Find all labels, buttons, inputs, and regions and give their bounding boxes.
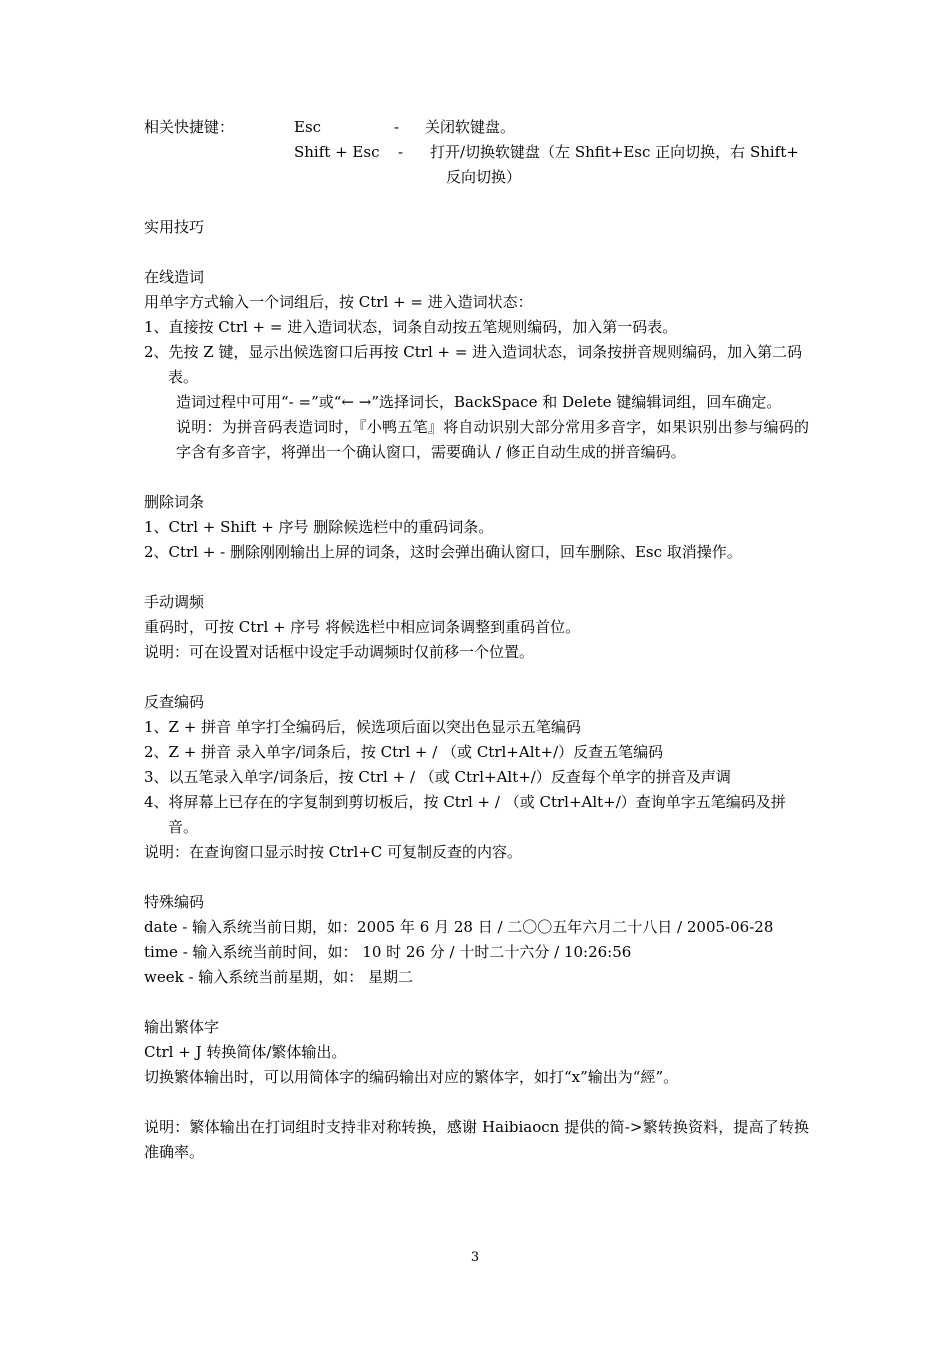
list-item: 2、Ctrl + - 删除刚刚输出上屏的词条，这时会弹出确认窗口，回车删除、Esc 取消操作。 xyxy=(144,543,742,561)
tips-title: 实用技巧 xyxy=(144,218,205,236)
paragraph-note: 说明：可在设置对话框中设定手动调频时仅前移一个位置。 xyxy=(144,643,535,661)
paragraph-note: 说明：为拼音码表造词时，『小鸭五笔』将自动识别大部分常用多音字，如果识别出参与编码的字含有多音字，将弹出一个确认窗口，需要确认 / 修正自动生成的拼音编码。 xyxy=(176,418,809,461)
list-item: 1、Ctrl + Shift + 序号 删除候选栏中的重码词条。 xyxy=(144,518,494,536)
page-number: 3 xyxy=(470,1250,480,1265)
list-item: 4、将屏幕上已存在的字复制到剪切板后，按 Ctrl + / （或 Ctrl+Alt+/）查询单字五笔编码及拼音。 xyxy=(144,793,786,836)
section-title-online: 在线造词 xyxy=(144,268,205,286)
shortcut-desc-continued: 反向切换） xyxy=(446,168,522,186)
list-item: 2、先按 Z 键，显示出候选窗口后再按 Ctrl + = 进入造词状态，词条按拼音规则编码，加入第二码表。 xyxy=(144,343,803,386)
paragraph-note: 说明：在查询窗口显示时按 Ctrl+C 可复制反查的内容。 xyxy=(144,843,523,861)
shortcut-dash: - xyxy=(398,143,404,161)
list-item: 1、Z + 拼音 单字打全编码后，候选项后面以突出色显示五笔编码 xyxy=(144,718,581,736)
section-title-reverse: 反查编码 xyxy=(144,693,205,711)
section-title-special: 特殊编码 xyxy=(144,893,205,911)
shortcut-dash: - xyxy=(394,118,400,136)
list-item: 1、直接按 Ctrl + = 进入造词状态，词条自动按五笔规则编码，加入第一码表。 xyxy=(144,318,678,336)
shortcut-desc: 关闭软键盘。 xyxy=(425,118,516,136)
code-line-time: time - 输入系统当前时间，如： 10 时 26 分 / 十时二十六分 / 10:26:56 xyxy=(144,943,632,961)
paragraph-note: 说明：繁体输出在打词组时支持非对称转换，感谢 Haibiaocn 提供的简->繁转换资料，提高了转换准确率。 xyxy=(144,1118,809,1161)
page-content xyxy=(144,115,809,1165)
code-line-week: week - 输入系统当前星期，如： 星期二 xyxy=(144,968,414,986)
section-title-delete: 删除词条 xyxy=(144,493,205,511)
list-item: 3、以五笔录入单字/词条后，按 Ctrl + / （或 Ctrl+Alt+/）反查每个单字的拼音及声调 xyxy=(144,768,731,786)
section-title-trad: 输出繁体字 xyxy=(144,1018,220,1036)
paragraph: 重码时，可按 Ctrl + 序号 将候选栏中相应词条调整到重码首位。 xyxy=(144,618,581,636)
shortcut-row-esc xyxy=(144,115,809,140)
shortcut-row-shift-esc xyxy=(144,140,809,165)
section-title-freq: 手动调频 xyxy=(144,593,205,611)
paragraph: 造词过程中可用“- =”或“← →”选择词长，BackSpace 和 Delete 键编辑词组，回车确定。 xyxy=(176,393,782,411)
shortcut-key: Shift + Esc xyxy=(294,143,380,161)
list-item: 2、Z + 拼音 录入单字/词条后，按 Ctrl + / （或 Ctrl+Alt+/）反查五笔编码 xyxy=(144,743,664,761)
shortcut-row-continuation xyxy=(144,165,809,190)
shortcut-key: Esc xyxy=(294,118,322,136)
shortcut-label: 相关快捷键： xyxy=(144,118,235,136)
shortcut-desc: 打开/切换软键盘（左 Shfit+Esc 正向切换，右 Shift+ xyxy=(430,143,799,161)
paragraph: 切换繁体输出时，可以用简体字的编码输出对应的繁体字，如打“x”输出为“經”。 xyxy=(144,1068,679,1086)
code-line-date: date - 输入系统当前日期，如：2005 年 6 月 28 日 / 二〇〇五年六月二十八日 / 2005-06-28 xyxy=(144,918,774,936)
paragraph: 用单字方式输入一个词组后，按 Ctrl + = 进入造词状态： xyxy=(144,293,533,311)
paragraph: Ctrl + J 转换简体/繁体输出。 xyxy=(144,1043,347,1061)
